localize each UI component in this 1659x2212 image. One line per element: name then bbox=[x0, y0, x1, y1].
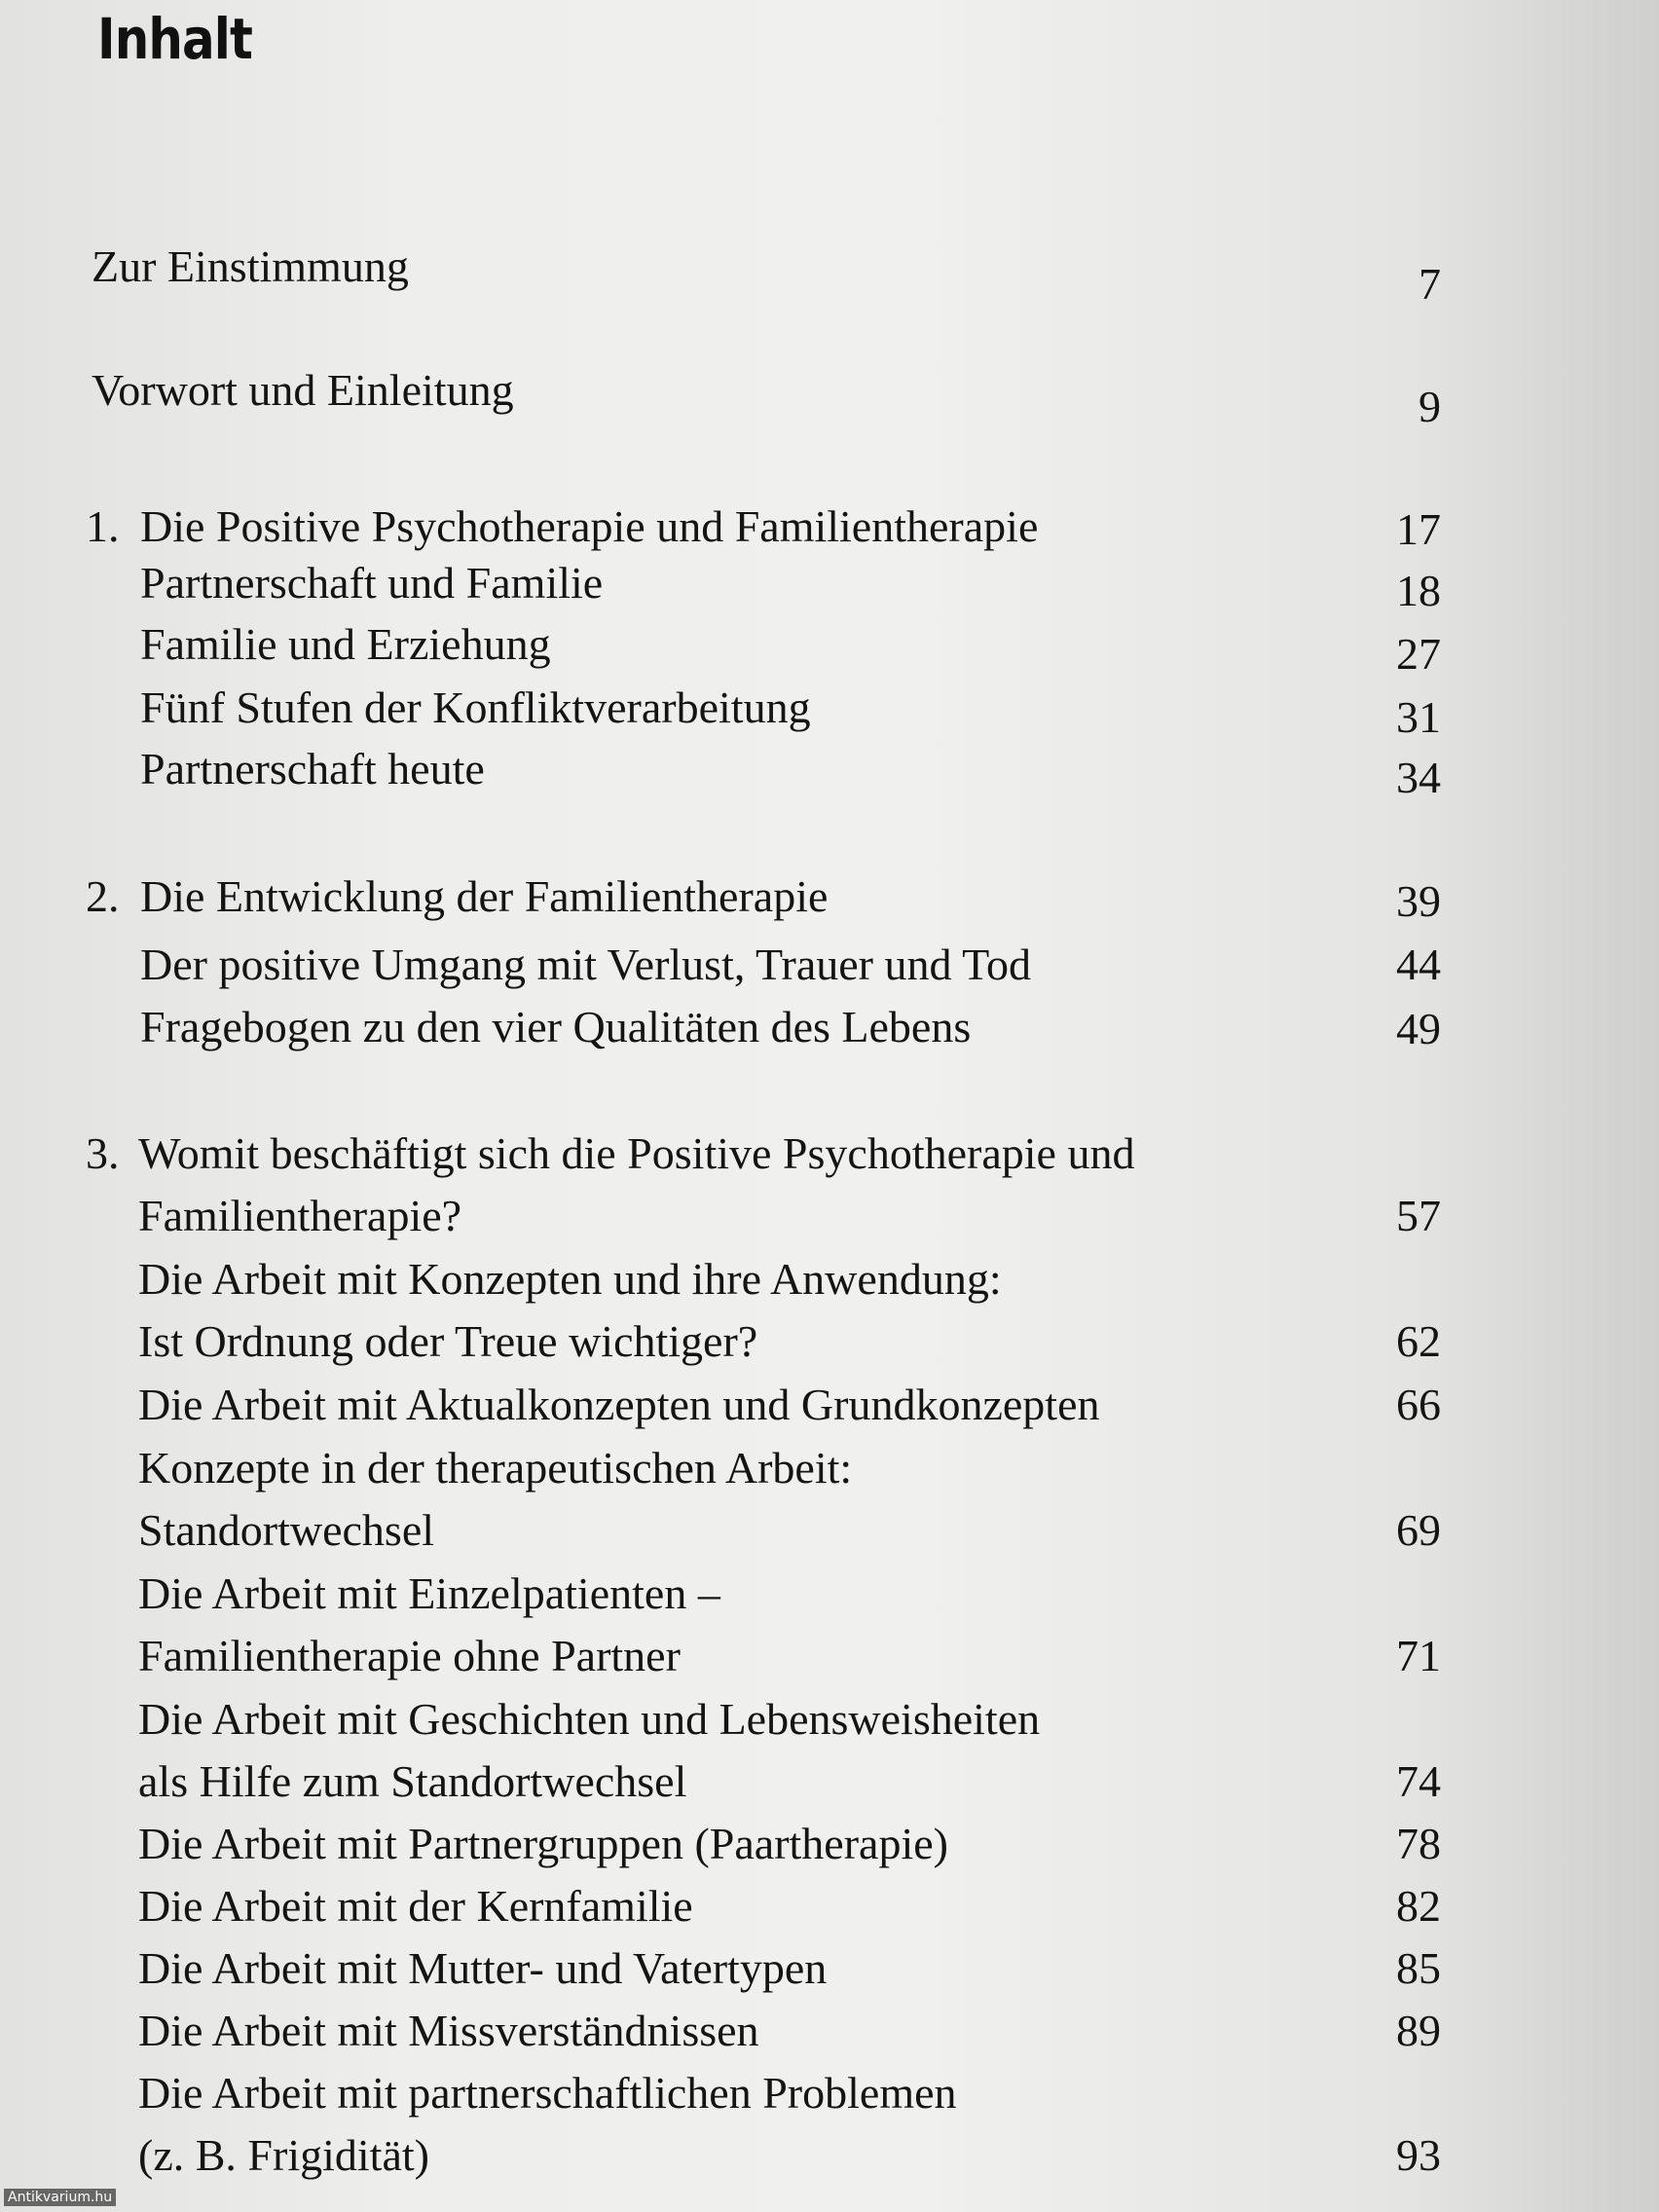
toc-subentry-title: Partnerschaft und Familie bbox=[140, 558, 604, 608]
toc-subentry-title-line1: Die Arbeit mit Einzelpatienten – bbox=[138, 1568, 720, 1618]
toc-entry-page: 7 bbox=[1419, 259, 1441, 309]
toc-entry-page: 34 bbox=[1396, 753, 1441, 802]
toc-subentry-title-line1: Die Arbeit mit partnerschaftlichen Problemen bbox=[138, 2068, 957, 2118]
toc-entry-title: Zur Einstimmung bbox=[92, 241, 409, 291]
toc-subentry-title: Partnerschaft heute bbox=[140, 744, 485, 793]
chapter-title: Die Positive Psychotherapie und Familientherapie bbox=[140, 501, 1039, 551]
toc-subentry-title: Fragebogen zu den vier Qualitäten des Lebens bbox=[140, 1002, 972, 1051]
toc-entry-page: 89 bbox=[1396, 2006, 1441, 2055]
toc-entry-page: 93 bbox=[1396, 2130, 1441, 2180]
toc-subentry-title-line2: (z. B. Frigidität) bbox=[138, 2130, 429, 2180]
toc-subentry-title: Familie und Erziehung bbox=[140, 619, 551, 669]
toc-entry-page: 9 bbox=[1419, 382, 1441, 431]
toc-subentry-title: Die Arbeit mit Missverständnissen bbox=[138, 2006, 759, 2055]
toc-entry-page: 57 bbox=[1396, 1191, 1441, 1240]
toc-subentry-title-line2: Standortwechsel bbox=[138, 1505, 435, 1555]
watermark: Antikvarium.hu bbox=[4, 2189, 116, 2206]
chapter-number: 2. bbox=[86, 871, 120, 921]
toc-subentry-title: Fünf Stufen der Konfliktverarbeitung bbox=[140, 682, 811, 732]
toc-entry-page: 39 bbox=[1396, 876, 1441, 926]
toc-entry-page: 17 bbox=[1396, 504, 1441, 554]
toc-subentry-title-line1: Die Arbeit mit Geschichten und Lebensweisheiten bbox=[138, 1694, 1041, 1744]
toc-subentry-title: Die Arbeit mit Aktualkonzepten und Grundkonzepten bbox=[138, 1380, 1100, 1429]
toc-entry-page: 74 bbox=[1396, 1756, 1441, 1806]
toc-entry-page: 31 bbox=[1396, 692, 1441, 742]
toc-subentry-title-line2: als Hilfe zum Standortwechsel bbox=[138, 1756, 687, 1806]
toc-entry-page: 71 bbox=[1396, 1631, 1441, 1680]
toc-entry-page: 49 bbox=[1396, 1004, 1441, 1053]
toc-entry-page: 69 bbox=[1396, 1505, 1441, 1555]
toc-subentry-title: Die Arbeit mit Mutter- und Vatertypen bbox=[138, 1943, 828, 1993]
toc-subentry-title: Der positive Umgang mit Verlust, Trauer und Tod bbox=[140, 940, 1032, 989]
toc-subentry-title-line1: Die Arbeit mit Konzepten und ihre Anwendung: bbox=[138, 1254, 1002, 1304]
toc-entry-page: 27 bbox=[1396, 629, 1441, 679]
toc-subentry-title-line1: Konzepte in der therapeutischen Arbeit: bbox=[138, 1443, 853, 1493]
chapter-number: 3. bbox=[86, 1128, 120, 1178]
toc-entry-page: 66 bbox=[1396, 1380, 1441, 1429]
toc-subentry-title: Die Arbeit mit Partnergruppen (Paartherapie) bbox=[138, 1819, 948, 1868]
chapter-title-line1: Womit beschäftigt sich die Positive Psychotherapie und bbox=[138, 1128, 1135, 1178]
toc-entry-page: 44 bbox=[1396, 940, 1441, 989]
chapter-title: Die Entwicklung der Familientherapie bbox=[140, 871, 829, 921]
toc-entry-page: 85 bbox=[1396, 1943, 1441, 1993]
toc-subentry-title-line2: Ist Ordnung oder Treue wichtiger? bbox=[138, 1316, 758, 1366]
toc-entry-page: 18 bbox=[1396, 566, 1441, 615]
page-heading: Inhalt bbox=[97, 6, 253, 72]
chapter-title-line2: Familientherapie? bbox=[138, 1191, 462, 1240]
toc-entry-page: 62 bbox=[1396, 1316, 1441, 1366]
toc-entry-title: Vorwort und Einleitung bbox=[92, 365, 514, 415]
toc-subentry-title-line2: Familientherapie ohne Partner bbox=[138, 1631, 681, 1680]
toc-entry-page: 78 bbox=[1396, 1819, 1441, 1868]
toc-subentry-title: Die Arbeit mit der Kernfamilie bbox=[138, 1881, 693, 1931]
toc-entry-page: 82 bbox=[1396, 1881, 1441, 1931]
chapter-number: 1. bbox=[86, 501, 120, 551]
